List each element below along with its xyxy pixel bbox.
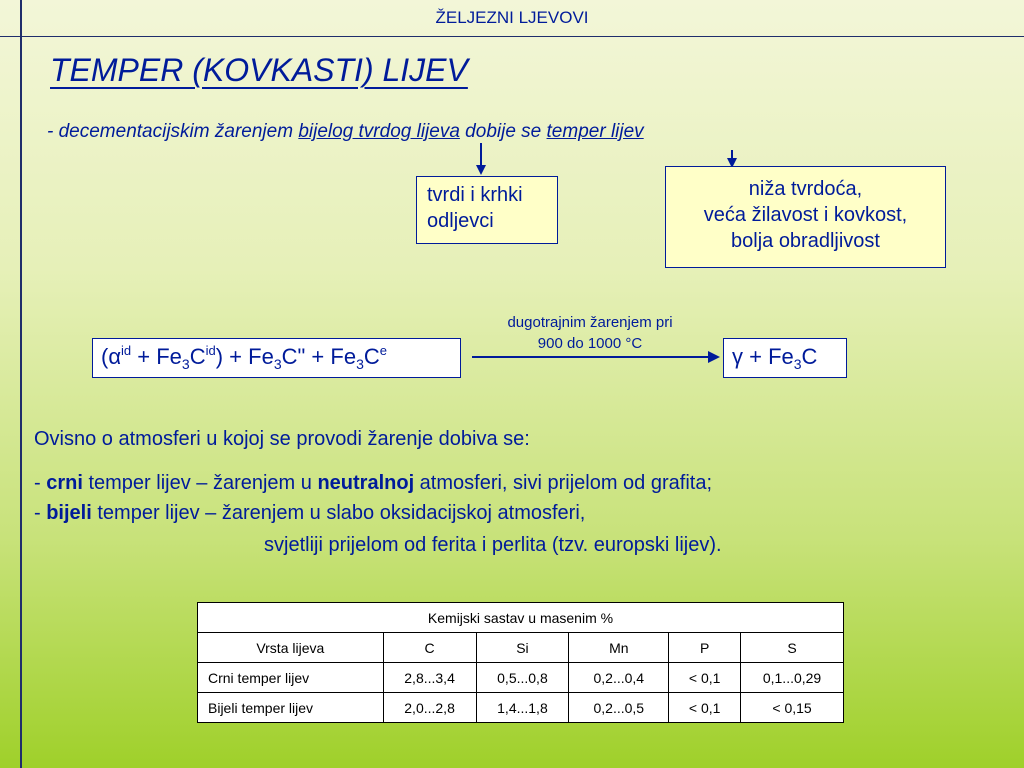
table-cell: < 0,1	[669, 663, 741, 693]
slide-header: ŽELJEZNI LJEVOVI	[435, 8, 589, 27]
hard-brittle-line2: odljevci	[427, 210, 494, 232]
col-header: Vrsta lijeva	[198, 633, 384, 663]
hard-brittle-line1: tvrdi i krhki	[427, 184, 523, 206]
table-cell: 2,0...2,8	[383, 693, 476, 723]
intro-term-temper: temper lijev	[546, 121, 644, 142]
table-cell: 2,8...3,4	[383, 663, 476, 693]
intro-part1: decementacijskim žarenjem	[58, 121, 299, 142]
f-t4: C" + Fe	[281, 344, 357, 369]
f-sup5: e	[379, 343, 387, 358]
reaction-condition	[470, 312, 710, 354]
atmosphere-intro: Ovisno o atmosferi u kojoj se provodi žarenje dobiva se:	[34, 428, 530, 450]
reactants-formula	[92, 338, 461, 378]
table-cell: 0,1...0,29	[741, 663, 844, 693]
arrow-tip-left-box	[476, 165, 486, 175]
reaction-arrow	[472, 356, 712, 358]
white-text-a: temper lijev – žarenjem u slabo oksidacijskoj atmosferi,	[91, 502, 586, 524]
table-cell: Bijeli temper lijev	[198, 693, 384, 723]
neutral-term: neutralnoj	[317, 472, 415, 494]
white-temper-line2: svjetliji prijelom od ferita i perlita (tzv. europski lijev).	[264, 534, 722, 556]
table-cell: < 0,1	[669, 693, 741, 723]
f-t5: C	[363, 344, 380, 369]
white-dash: -	[34, 502, 47, 524]
gamma-symbol: γ	[732, 344, 743, 369]
table-caption-row	[198, 603, 844, 633]
col-header: P	[669, 633, 741, 663]
f-open: (	[101, 344, 109, 369]
composition-table	[197, 602, 844, 723]
col-header: Si	[476, 633, 569, 663]
intro-dash: -	[47, 121, 59, 142]
p-t2: C	[801, 344, 818, 369]
properties-line2: veća žilavost i kovkost,	[703, 204, 908, 226]
properties-line3: bolja obradljivost	[731, 230, 880, 252]
hard-brittle-box	[416, 176, 558, 244]
white-temper-line	[34, 502, 585, 525]
table-cell: < 0,15	[741, 693, 844, 723]
black-text-a: temper lijev – žarenjem u	[82, 472, 318, 494]
alpha-symbol: α	[108, 344, 122, 369]
p-t1: + Fe	[743, 344, 794, 369]
f-s3: 3	[273, 356, 282, 372]
black-dash: -	[34, 472, 47, 494]
white-term: bijeli	[46, 502, 92, 524]
reaction-arrow-tip	[708, 351, 720, 363]
arrow-to-left-box	[480, 143, 482, 166]
products-formula	[723, 338, 847, 378]
table-header-row	[198, 633, 844, 663]
black-text-b: atmosferi, sivi prijelom od grafita;	[414, 472, 713, 494]
header-rule	[0, 36, 1024, 37]
f-t1: + Fe	[131, 344, 182, 369]
table-row	[198, 663, 844, 693]
table-cell: 0,2...0,5	[569, 693, 669, 723]
slide-title: TEMPER (KOVKASTI) LIJEV	[50, 52, 468, 88]
properties-box	[665, 166, 946, 268]
col-header: Mn	[569, 633, 669, 663]
properties-line1: niža tvrdoća,	[748, 178, 863, 200]
col-header: S	[741, 633, 844, 663]
black-temper-line	[34, 472, 712, 495]
intro-term-white-iron: bijelog tvrdog lijeva	[298, 121, 460, 142]
table-cell: 1,4...1,8	[476, 693, 569, 723]
f-t3: ) + Fe	[215, 344, 274, 369]
col-header: C	[383, 633, 476, 663]
left-rule	[20, 0, 22, 768]
table-cell: 0,5...0,8	[476, 663, 569, 693]
table-row	[198, 693, 844, 723]
intro-line	[47, 121, 644, 143]
table-cell: Crni temper lijev	[198, 663, 384, 693]
alpha-sup: id	[121, 343, 132, 358]
table-caption: Kemijski sastav u masenim %	[198, 603, 844, 633]
reaction-condition-line1: dugotrajnim žarenjem pri	[507, 314, 673, 331]
table-cell: 0,2...0,4	[569, 663, 669, 693]
f-s4: 3	[356, 356, 364, 372]
f-t2: C	[189, 344, 206, 369]
intro-part2: dobije se	[459, 121, 547, 142]
reaction-condition-line2: 900 do 1000 °C	[537, 335, 643, 352]
f-sup2: id	[205, 343, 216, 358]
p-s1: 3	[793, 356, 802, 372]
f-s1: 3	[181, 356, 190, 372]
black-term: crni	[46, 472, 83, 494]
